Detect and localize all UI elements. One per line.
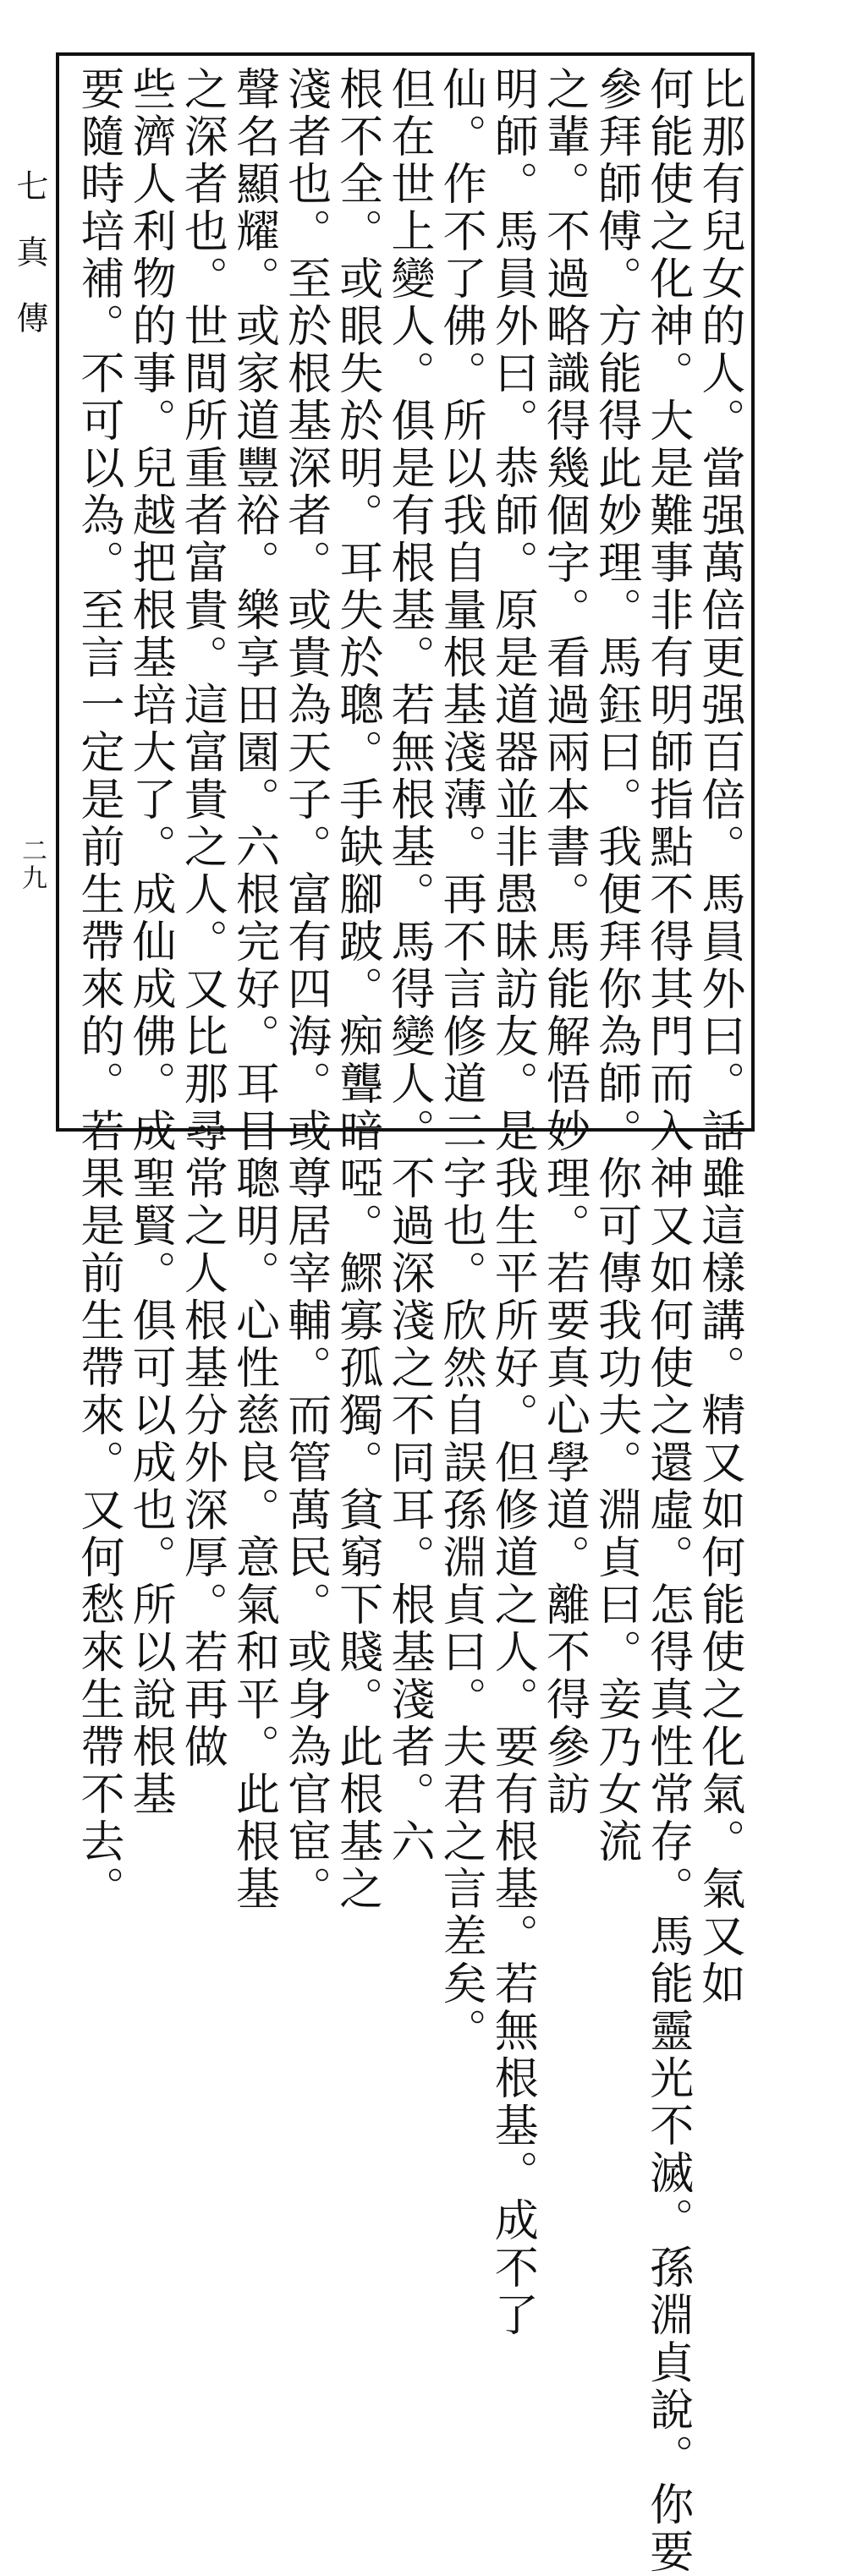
page-number: 二九 <box>17 837 47 891</box>
text-column: 仙。作不了佛。所以我自量根基淺薄。再不言修道二字也。欣然自誤孫淵貞曰。夫君之言差矣。 <box>435 66 486 2055</box>
text-column: 明師。馬員外曰。恭師。原是道器並非愚昧訪友。是我生平所好。但修道之人。要有根基。若無根基。成不了 <box>486 66 538 2339</box>
text-column: 但在世上變人。俱是有根基。若無根基。馬得變人。不過深淺之不同耳。根基淺者。六 <box>382 66 434 1866</box>
text-column: 何能使之化神。大是難事非有明師指點不得其門而入神又如何使之還虛。怎得真性常存。馬能靈光不滅。孫淵貞說。你要 <box>641 66 693 2576</box>
book-title-margin: 七真傳 <box>11 169 48 367</box>
text-column: 淺者也。至於根基深者。或貴為天子。富有四海。或尊居宰輔。而管萬民。或身為官宦。 <box>279 66 331 1913</box>
text-column: 之輩。不過略識得幾個字。看過兩本書。馬能解悟妙理。若要真心學道。離不得參訪 <box>538 66 590 1818</box>
text-column: 比那有兒女的人。當强萬倍更强百倍。馬員外曰。話雖這樣講。精又如何能使之化氣。氣又如 <box>693 66 744 2008</box>
text-column: 根不全。或眼失於明。耳失於聰。手缺腳跛。痴聾暗啞。鰥寡孤獨。貧窮下賤。此根基之 <box>331 66 382 1913</box>
text-column: 要隨時培補。不可以為。至言一定是前生帶來的。若果是前生帶來。又何愁來生帶不去。 <box>73 66 124 1913</box>
text-column: 之深者也。世間所重者富貴。這富貴之人。又比那尋常之人根基分外深厚。若再做 <box>176 66 228 1771</box>
text-column: 聲名顯耀。或家道豐裕。樂享田園。六根完好。耳目聰明。心性慈良。意氣和平。此根基 <box>228 66 279 1913</box>
main-text-block <box>73 66 744 2576</box>
text-column: 些濟人利物的事。兒越把根基培大了。成仙成佛。成聖賢。俱可以成也。所以說根基 <box>124 66 176 1818</box>
text-column: 參拜師傅。方能得此妙理。馬鈺曰。我便拜你為師。你可傳我功夫。淵貞曰。妾乃女流 <box>590 66 641 1866</box>
